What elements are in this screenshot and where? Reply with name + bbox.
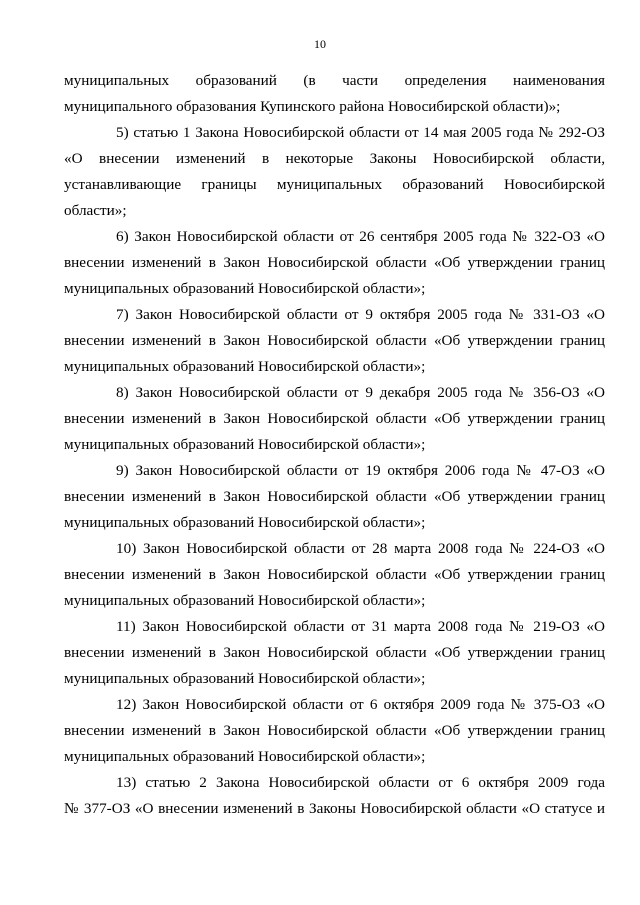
page-number: 10	[314, 37, 326, 51]
text-line: 7) Закон Новосибирской области от 9 октября 2005 года № 331-ОЗ «О	[116, 306, 605, 323]
text-line: 10) Закон Новосибирской области от 28 марта 2008 года № 224-ОЗ «О	[116, 540, 605, 557]
text-line: муниципальных образований Новосибирской области»;	[64, 748, 426, 765]
document-body	[64, 68, 605, 822]
text-line: муниципальных образований Новосибирской области»;	[64, 592, 426, 609]
text-line: внесении изменений в Закон Новосибирской области «Об утверждении границ	[64, 722, 605, 739]
text-line: 12) Закон Новосибирской области от 6 октября 2009 года № 375-ОЗ «О	[116, 696, 605, 713]
text-line: 9) Закон Новосибирской области от 19 октября 2006 года № 47-ОЗ «О	[116, 462, 605, 479]
text-line: муниципальных образований Новосибирской области»;	[64, 436, 426, 453]
text-line: муниципальных образований Новосибирской области»;	[64, 358, 426, 375]
text-line: муниципального образования Купинского района Новосибирской области)»;	[64, 98, 561, 115]
text-line: внесении изменений в Закон Новосибирской области «Об утверждении границ	[64, 332, 605, 349]
text-line: № 377-ОЗ «О внесении изменений в Законы Новосибирской области «О статусе и	[64, 800, 605, 817]
text-line: муниципальных образований (в части определения наименования	[64, 72, 605, 89]
text-line: 5) статью 1 Закона Новосибирской области от 14 мая 2005 года № 292-ОЗ	[116, 124, 605, 141]
text-line: муниципальных образований Новосибирской области»;	[64, 670, 426, 687]
text-line: муниципальных образований Новосибирской области»;	[64, 280, 426, 297]
text-line: муниципальных образований Новосибирской области»;	[64, 514, 426, 531]
text-line: 13) статью 2 Закона Новосибирской области от 6 октября 2009 года	[116, 774, 605, 791]
text-line: внесении изменений в Закон Новосибирской области «Об утверждении границ	[64, 488, 605, 505]
text-line: области»;	[64, 202, 127, 219]
text-line: 8) Закон Новосибирской области от 9 декабря 2005 года № 356-ОЗ «О	[116, 384, 605, 401]
text-line: внесении изменений в Закон Новосибирской области «Об утверждении границ	[64, 644, 605, 661]
text-line: внесении изменений в Закон Новосибирской области «Об утверждении границ	[64, 410, 605, 427]
text-line: внесении изменений в Закон Новосибирской области «Об утверждении границ	[64, 566, 605, 583]
text-line: внесении изменений в Закон Новосибирской области «Об утверждении границ	[64, 254, 605, 271]
text-line: «О внесении изменений в некоторые Законы Новосибирской области,	[64, 150, 605, 167]
text-line: устанавливающие границы муниципальных образований Новосибирской	[64, 176, 605, 193]
text-line: 11) Закон Новосибирской области от 31 марта 2008 года № 219-ОЗ «О	[116, 618, 605, 635]
text-line: 6) Закон Новосибирской области от 26 сентября 2005 года № 322-ОЗ «О	[116, 228, 605, 245]
